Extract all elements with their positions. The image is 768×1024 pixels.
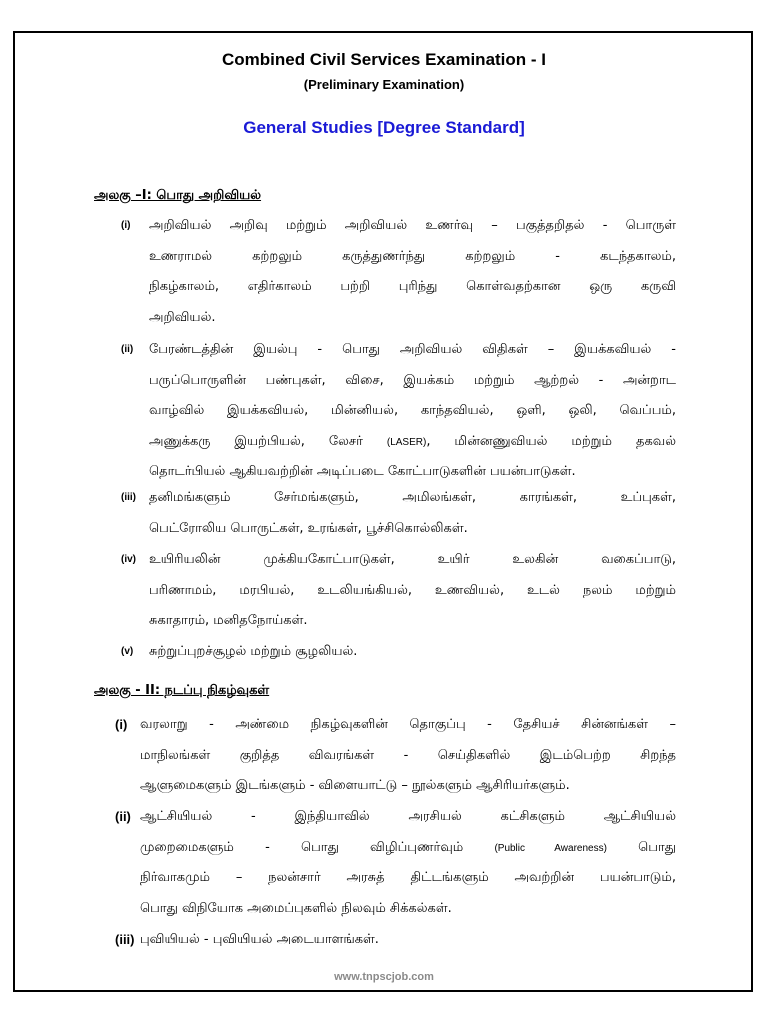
- item-text-line: நிகழ்காலம், எதிர்காலம் பற்றி புரிந்து கொள்வதற்கான ஒரு கருவி: [149, 279, 676, 294]
- item-text-line: உணராமல் கற்றலும் கருத்துணர்ந்து கற்றலும் - கடந்தகாலம்,: [149, 248, 676, 264]
- unit1-heading: அலகு –I: பொது அறிவியல்: [94, 188, 262, 203]
- footer-url: www.tnpscjob.com: [334, 971, 434, 983]
- item-number: (i): [121, 220, 131, 231]
- section-title: General Studies [Degree Standard]: [243, 118, 525, 137]
- item-text-line: பரிணாமம், மரபியல், உடலியங்கியல், உணவியல், உடல் நலம் மற்றும்: [149, 582, 676, 598]
- item-text-line: ஆளுமைகளும் இடங்களும் - விளையாட்டு – நூல்களும் ஆசிரியர்களும்.: [140, 778, 570, 793]
- item-number: (iv): [121, 554, 136, 565]
- unit2-heading: அலகு - II: நடப்பு நிகழ்வுகள்: [94, 683, 270, 698]
- document-subtitle: (Preliminary Examination): [303, 77, 465, 92]
- item-text-line: சுகாதாரம், மனிதநோய்கள்.: [149, 613, 308, 628]
- item-number: (iii): [121, 492, 136, 503]
- item-text-line: பொது விநியோக அமைப்புகளில் நிலவும் சிக்கல்கள்.: [140, 900, 452, 916]
- item-text-line: வரலாறு - அண்மை நிகழ்வுகளின் தொகுப்பு - தேசியச் சின்னங்கள் –: [140, 717, 676, 732]
- item-text-line: முறைமைகளும் - பொது விழிப்புணர்வும் (Public Awareness) பொது: [140, 839, 676, 855]
- document-title: Combined Civil Services Examination - I: [221, 50, 547, 69]
- item-number: (ii): [115, 809, 131, 824]
- item-text-line: பெட்ரோலிய பொருட்கள், உரங்கள், பூச்சிகொல்லிகள்.: [149, 520, 468, 536]
- item-text-line: அணுக்கரு இயற்பியல், லேசர் (LASER), மின்னணுவியல் மற்றும் தகவல்: [149, 433, 676, 449]
- item-number: (v): [121, 646, 134, 657]
- item-text-line: வாழ்வில் இயக்கவியல், மின்னியல், காந்தவியல், ஒளி, ஒலி, வெப்பம்,: [149, 403, 676, 418]
- item-text-line: பேரண்டத்தின் இயல்பு - பொது அறிவியல் விதிகள் – இயக்கவியல் -: [149, 342, 676, 357]
- item-text-line: தொடர்பியல் ஆகியவற்றின் அடிப்படை கோட்பாடுகளின் பயன்பாடுகள்.: [149, 464, 576, 479]
- item-number: (iii): [115, 932, 135, 947]
- item-number: (ii): [121, 344, 134, 355]
- item-text-line: சுற்றுப்புறச்சூழல் மற்றும் சூழலியல்.: [149, 644, 358, 659]
- item-text-line: ஆட்சியியல் - இந்தியாவில் அரசியல் கட்சிகளும் ஆட்சியியல்: [140, 809, 676, 824]
- item-text-line: மாநிலங்கள் குறித்த விவரங்கள் - செய்திகளில் இடம்பெற்ற சிறந்த: [140, 747, 676, 763]
- item-text-line: புவியியல் - புவியியல் அடையாளங்கள்.: [140, 932, 379, 947]
- item-text-line: அறிவியல்.: [149, 309, 216, 325]
- item-text-line: அறிவியல் அறிவு மற்றும் அறிவியல் உணர்வு – பகுத்தறிதல் - பொருள்: [149, 218, 676, 233]
- item-text-line: உயிரியலின் முக்கியகோட்பாடுகள், உயிர் உலகின் வகைப்பாடு,: [149, 552, 676, 567]
- item-text-line: தனிமங்களும் சேர்மங்களும், அமிலங்கள், காரங்கள், உப்புகள்,: [149, 490, 676, 505]
- item-number: (i): [115, 717, 128, 732]
- item-text-line: பருப்பொருளின் பண்புகள், விசை, இயக்கம் மற்றும் ஆற்றல் - அன்றாட: [149, 372, 676, 388]
- item-text-line: நிர்வாகமும் – நலன்சார் அரசுத் திட்டங்களும் அவற்றின் பயன்பாடும்,: [140, 870, 676, 885]
